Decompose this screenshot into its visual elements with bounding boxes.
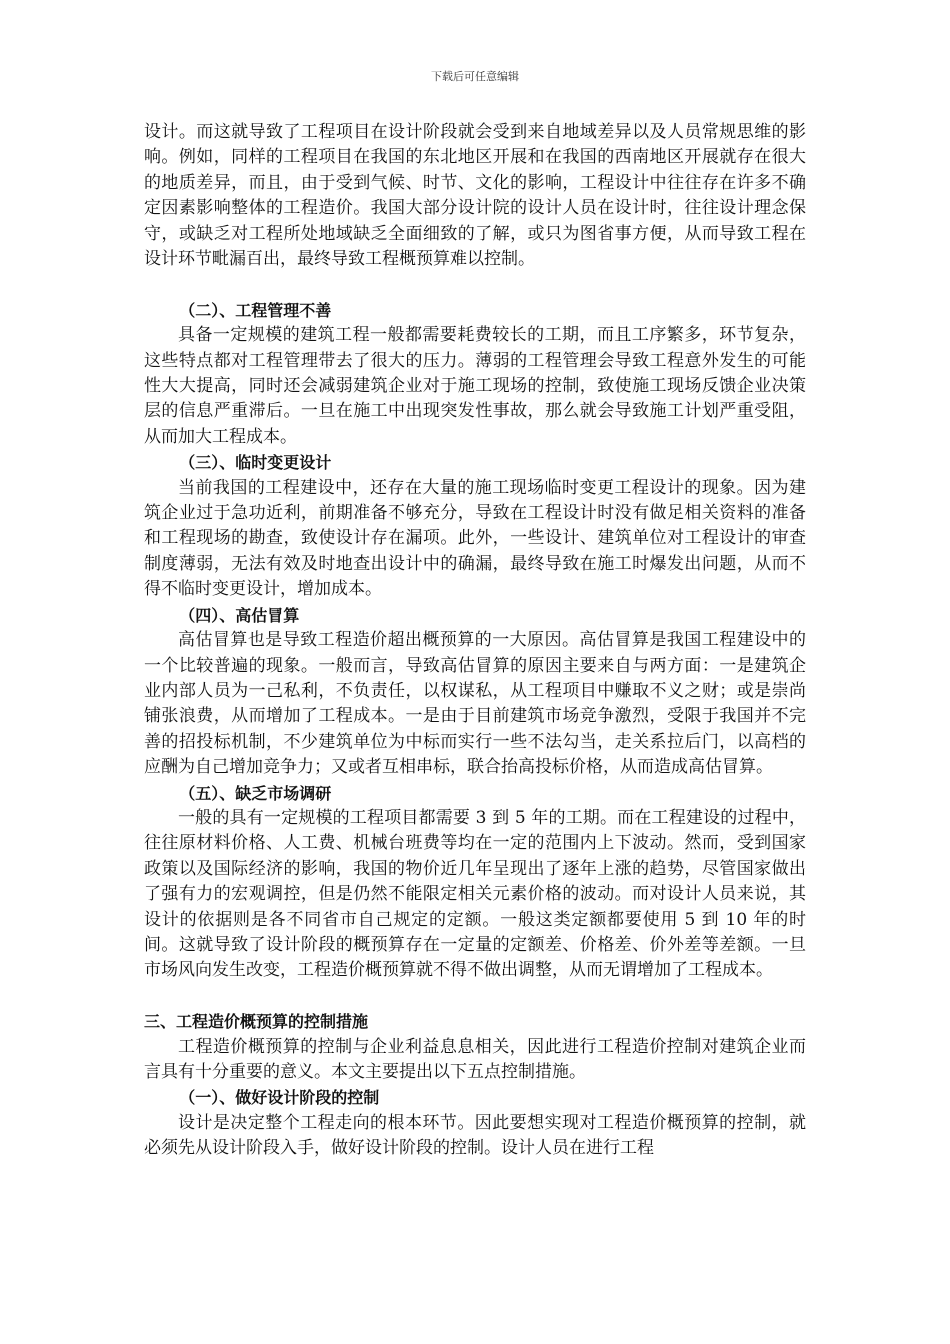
paragraph: 具备一定规模的建筑工程一般都需要耗费较长的工期，而且工序繁多，环节复杂，这些特点都对工程管理带去了很大的压力。薄弱的工程管理会导致工程意外发生的可能性大大提高，同时还会减弱建筑企业对于施工现场的控制，致使施工现场反馈企业决策层的信息严重滞后。一旦在施工中出现突发性事故，那么就会导致施工计划严重受阻，从而加大工程成本。 [144, 325, 806, 447]
page-header: 下载后可任意编辑 [431, 70, 519, 83]
document-body [144, 120, 806, 1162]
paragraph: 设计是决定整个工程走向的根本环节。因此要想实现对工程造价概预算的控制，就必须先从设计阶段入手，做好设计阶段的控制。设计人员在进行工程 [144, 1112, 806, 1159]
spacer [144, 272, 806, 297]
paragraph: 工程造价概预算的控制与企业利益息息相关，因此进行工程造价控制对建筑企业而言具有十分重要的意义。本文主要提出以下五点控制措施。 [144, 1036, 806, 1082]
subheading-5: （五）、缺乏市场调研 [179, 783, 332, 803]
subheading-4: （四）、高估冒算 [179, 605, 300, 625]
spacer [144, 984, 806, 1009]
paragraph: 高估冒算也是导致工程造价超出概预算的一大原因。高估冒算是我国工程建设中的一个比较普遍的现象。一般而言，导致高估冒算的原因主要来自与两方面：一是建筑企业内部人员为一己私利，不负责任，以权谋私，从工程项目中赚取不义之财；或是崇尚铺张浪费，从而增加了工程成本。一是由于目前建筑市场竞争激烈，受限于我国并不完善的招投标机制，不少建筑单位为中标而实行一些不法勾当，走关系拉后门，以高档的应酬为自己增加竞争力；又或者互相串标，联合抬高投标价格，从而造成高估冒算。 [144, 630, 806, 778]
subheading-2: （二）、工程管理不善 [179, 300, 332, 320]
section-heading-3: 三、工程造价概预算的控制措施 [144, 1012, 369, 1032]
subheading-1: （一）、做好设计阶段的控制 [179, 1088, 380, 1108]
paragraph: 一般的具有一定规模的工程项目都需要 3 到 5 年的工期。而在工程建设的过程中，往往原材料价格、人工费、机械台班费等均在一定的范围内上下波动。然而，受到国家政策以及国际经济的影响，我国的物价近几年呈现出了逐年上涨的趋势，尽管国家做出了强有力的宏观调控，但是仍然不能限定相关元素价格的波动。而对设计人员来说，其设计的依据则是各不同省市自己规定的定额。一般这类定额都要使用 5 到 10 年的时间。这就导致了设计阶段的概预算存在一定量的定额差、价格差、价外差等差额。一旦市场风向发生改变，工程造价概预算就不得不做出调整，从而无谓增加了工程成本。 [144, 807, 806, 981]
paragraph: 当前我国的工程建设中，还存在大量的施工现场临时变更工程设计的现象。因为建筑企业过于急功近利，前期准备不够充分，导致在工程设计时没有做足相关资料的准备和工程现场的勘查，致使设计存在漏项。此外，一些设计、建筑单位对工程设计的审查制度薄弱，无法有效及时地查出设计中的确漏，最终导致在施工时爆发出问题，从而不得不临时变更设计，增加成本。 [144, 477, 806, 600]
paragraph: 设计。而这就导致了工程项目在设计阶段就会受到来自地域差异以及人员常规思维的影响。例如，同样的工程项目在我国的东北地区开展和在我国的西南地区开展就存在很大的地质差异，而且，由于受到气候、时节、文化的影响，工程设计中往往存在许多不确定因素影响整体的工程造价。我国大部分设计院的设计人员在设计时，往往设计理念保守，或缺乏对工程所处地域缺乏全面细致的了解，或只为图省事方便，从而导致工程在设计环节毗漏百出，最终导致工程概预算难以控制。 [144, 122, 806, 270]
subheading-3: （三）、临时变更设计 [179, 453, 332, 473]
